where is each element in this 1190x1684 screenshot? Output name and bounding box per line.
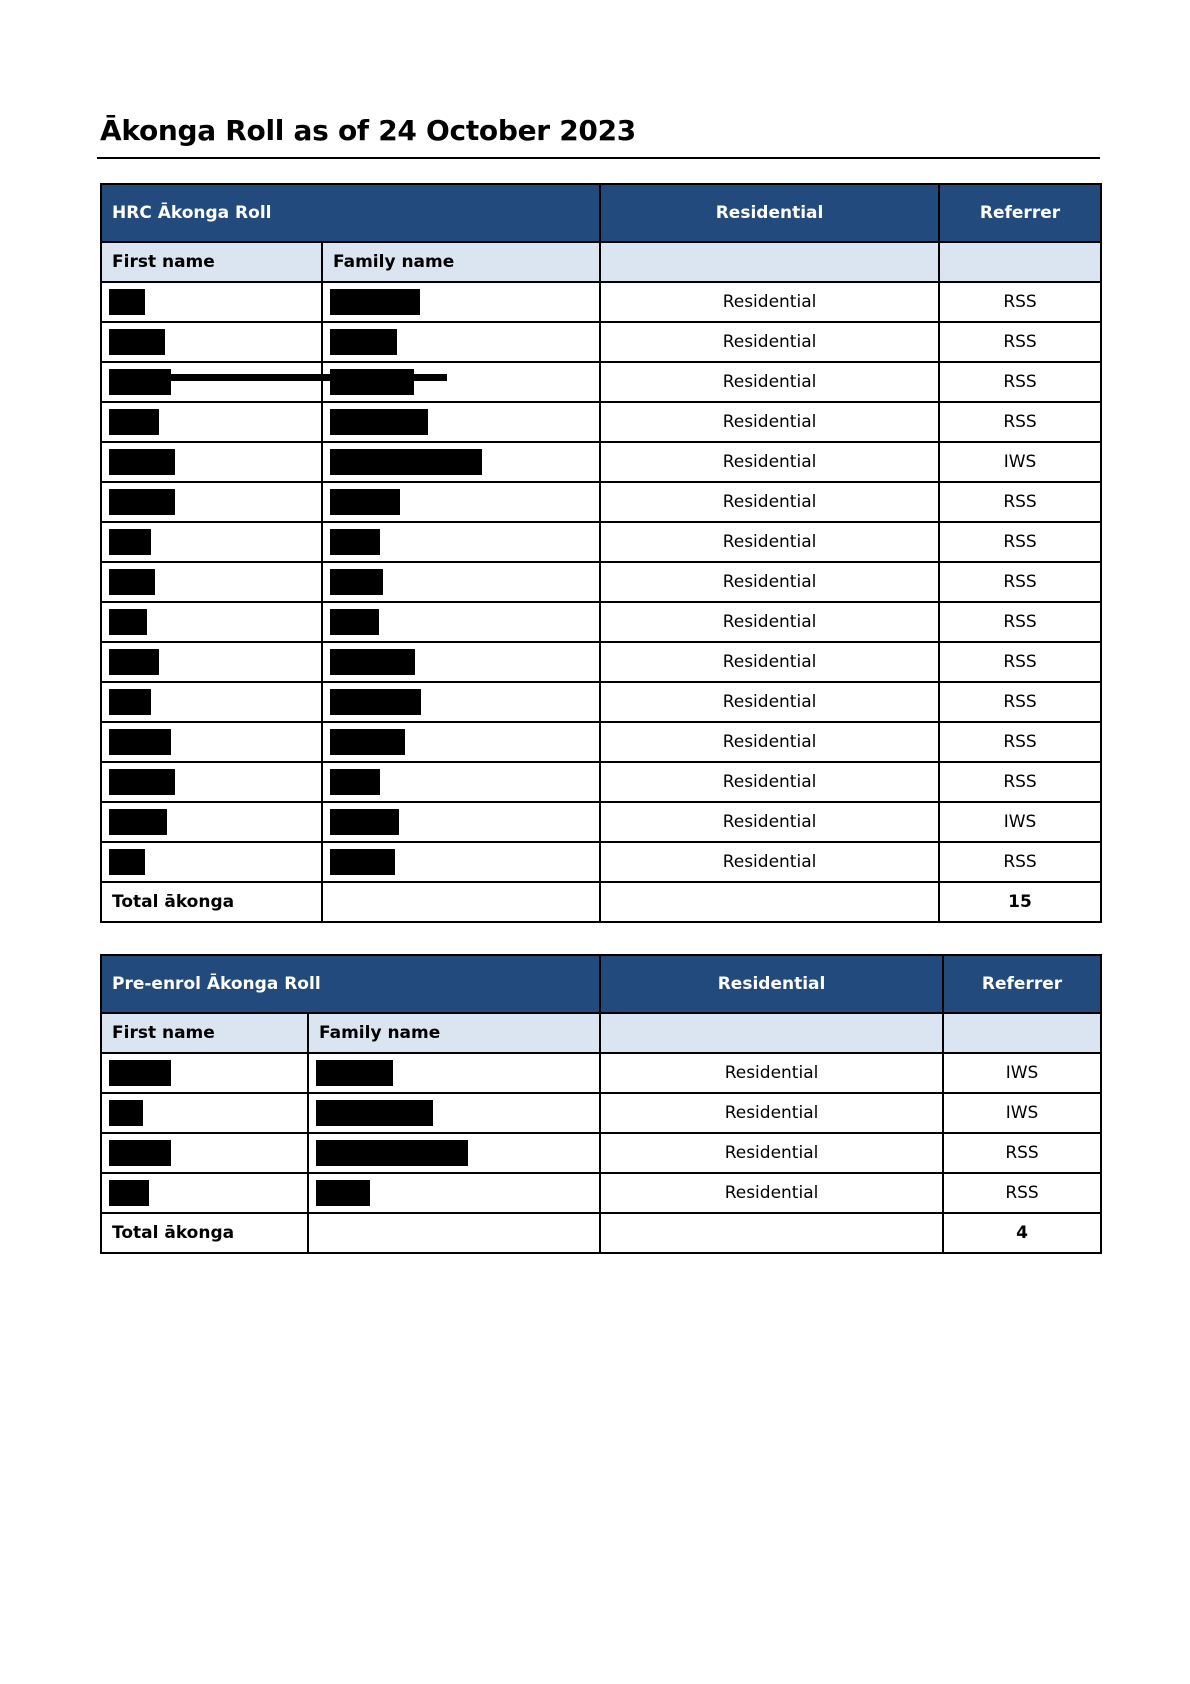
redaction-block (330, 329, 397, 355)
preenrol-total-value: 4 (943, 1213, 1101, 1253)
redaction-block (109, 489, 175, 515)
redaction-block (330, 769, 380, 795)
hrc-family-name-header: Family name (322, 242, 600, 282)
family-name-cell (308, 1173, 600, 1213)
family-name-cell (322, 282, 600, 322)
residential-cell: Residential (600, 722, 939, 762)
redaction-block (109, 369, 171, 395)
first-name-cell (101, 362, 322, 402)
family-name-cell (322, 602, 600, 642)
first-name-cell (101, 722, 322, 762)
family-name-cell (308, 1093, 600, 1133)
page-title: Ākonga Roll as of 24 October 2023 (100, 114, 636, 147)
hrc-total-value: 15 (939, 882, 1101, 922)
preenrol-table-row (101, 1173, 1101, 1213)
referrer-cell: RSS (939, 602, 1101, 642)
residential-cell: Residential (600, 482, 939, 522)
redaction-block (109, 449, 175, 475)
redaction-block (109, 569, 155, 595)
first-name-cell (101, 842, 322, 882)
residential-cell: Residential (600, 402, 939, 442)
hrc-table-row (101, 802, 1101, 842)
hrc-table-row (101, 722, 1101, 762)
first-name-cell (101, 562, 322, 602)
hrc-table-row (101, 442, 1101, 482)
hrc-referrer-header: Referrer (939, 184, 1101, 242)
hrc-total-blank (322, 882, 600, 922)
referrer-cell: IWS (943, 1093, 1101, 1133)
residential-cell: Residential (600, 842, 939, 882)
first-name-cell (101, 522, 322, 562)
residential-cell: Residential (600, 442, 939, 482)
family-name-cell (322, 802, 600, 842)
referrer-cell: RSS (939, 642, 1101, 682)
preenrol-first-name-header: First name (101, 1013, 308, 1053)
redaction-block (109, 409, 159, 435)
preenrol-subheader-blank (943, 1013, 1101, 1053)
referrer-cell: RSS (939, 722, 1101, 762)
hrc-table-row (101, 682, 1101, 722)
redaction-block (330, 809, 399, 835)
redaction-block (316, 1140, 468, 1166)
first-name-cell (101, 1053, 308, 1093)
family-name-cell (322, 722, 600, 762)
redaction-block (109, 729, 171, 755)
residential-cell: Residential (600, 762, 939, 802)
redaction-block (330, 729, 405, 755)
hrc-table-row (101, 282, 1101, 322)
hrc-table-row (101, 362, 1101, 402)
first-name-cell (101, 762, 322, 802)
preenrol-table-row (101, 1133, 1101, 1173)
redaction-block (109, 289, 145, 315)
referrer-cell: RSS (939, 482, 1101, 522)
redaction-block (330, 289, 420, 315)
hrc-subheader-blank (939, 242, 1101, 282)
preenrol-rows (101, 1053, 1101, 1213)
preenrol-total-blank (308, 1213, 600, 1253)
referrer-cell: RSS (943, 1133, 1101, 1173)
family-name-cell (322, 402, 600, 442)
preenrol-total-blank (600, 1213, 943, 1253)
preenrol-roll-table (100, 954, 1102, 1254)
family-name-cell (322, 762, 600, 802)
family-name-cell (322, 322, 600, 362)
residential-cell: Residential (600, 362, 939, 402)
family-name-cell (322, 522, 600, 562)
redaction-block (330, 529, 380, 555)
hrc-table-row (101, 482, 1101, 522)
hrc-total-blank (600, 882, 939, 922)
first-name-cell (101, 1133, 308, 1173)
residential-cell: Residential (600, 562, 939, 602)
referrer-cell: RSS (939, 842, 1101, 882)
residential-cell: Residential (600, 1173, 943, 1213)
family-name-cell (322, 442, 600, 482)
family-name-cell (322, 642, 600, 682)
referrer-cell: RSS (939, 562, 1101, 602)
redaction-block (330, 849, 395, 875)
family-name-cell (308, 1053, 600, 1093)
preenrol-referrer-header: Referrer (943, 955, 1101, 1013)
hrc-table-title: HRC Ākonga Roll (101, 184, 600, 242)
hrc-table-row (101, 522, 1101, 562)
redaction-block (316, 1100, 433, 1126)
redaction-block (109, 1140, 171, 1166)
residential-cell: Residential (600, 802, 939, 842)
redaction-block (109, 689, 151, 715)
redaction-block (330, 609, 379, 635)
first-name-cell (101, 442, 322, 482)
redaction-block (109, 329, 165, 355)
redaction-block (109, 1060, 171, 1086)
title-divider (97, 157, 1100, 159)
redaction-block (330, 689, 421, 715)
preenrol-subheader-blank (600, 1013, 943, 1053)
first-name-cell (101, 402, 322, 442)
family-name-cell (322, 562, 600, 602)
first-name-cell (101, 642, 322, 682)
residential-cell: Residential (600, 1053, 943, 1093)
family-name-cell (322, 842, 600, 882)
redaction-block (316, 1060, 393, 1086)
preenrol-total-label: Total ākonga (101, 1213, 308, 1253)
hrc-table-row (101, 642, 1101, 682)
residential-cell: Residential (600, 1133, 943, 1173)
referrer-cell: RSS (939, 762, 1101, 802)
first-name-cell (101, 282, 322, 322)
redaction-block (330, 449, 482, 475)
hrc-table-row (101, 602, 1101, 642)
first-name-cell (101, 322, 322, 362)
first-name-cell (101, 802, 322, 842)
family-name-cell (322, 362, 600, 402)
residential-cell: Residential (600, 1093, 943, 1133)
redaction-block (109, 1100, 143, 1126)
hrc-table-row (101, 762, 1101, 802)
preenrol-table-title: Pre-enrol Ākonga Roll (101, 955, 600, 1013)
preenrol-family-name-header: Family name (308, 1013, 600, 1053)
hrc-table-row (101, 402, 1101, 442)
first-name-cell (101, 1093, 308, 1133)
residential-cell: Residential (600, 682, 939, 722)
residential-cell: Residential (600, 522, 939, 562)
preenrol-table-row (101, 1093, 1101, 1133)
referrer-cell: RSS (939, 362, 1101, 402)
hrc-residential-header: Residential (600, 184, 939, 242)
hrc-roll-table (100, 183, 1102, 923)
first-name-cell (101, 682, 322, 722)
residential-cell: Residential (600, 282, 939, 322)
redaction-block (109, 649, 159, 675)
family-name-cell (322, 482, 600, 522)
referrer-cell: IWS (943, 1053, 1101, 1093)
first-name-cell (101, 482, 322, 522)
referrer-cell: RSS (939, 522, 1101, 562)
residential-cell: Residential (600, 602, 939, 642)
hrc-table-row (101, 842, 1101, 882)
hrc-total-label: Total ākonga (101, 882, 322, 922)
residential-cell: Residential (600, 642, 939, 682)
preenrol-residential-header: Residential (600, 955, 943, 1013)
family-name-cell (322, 682, 600, 722)
referrer-cell: RSS (939, 402, 1101, 442)
redaction-block (109, 849, 145, 875)
first-name-cell (101, 1173, 308, 1213)
referrer-cell: IWS (939, 802, 1101, 842)
redaction-block (316, 1180, 370, 1206)
redaction-block (109, 609, 147, 635)
redaction-block (330, 409, 428, 435)
redaction-block (330, 369, 414, 395)
residential-cell: Residential (600, 322, 939, 362)
referrer-cell: IWS (939, 442, 1101, 482)
first-name-cell (101, 602, 322, 642)
redaction-block (330, 489, 400, 515)
hrc-subheader-blank (600, 242, 939, 282)
hrc-table-row (101, 562, 1101, 602)
redaction-block (109, 809, 167, 835)
referrer-cell: RSS (939, 322, 1101, 362)
redaction-stroke (170, 374, 447, 381)
redaction-block (109, 529, 151, 555)
referrer-cell: RSS (939, 282, 1101, 322)
hrc-rows (101, 282, 1101, 882)
family-name-cell (308, 1133, 600, 1173)
redaction-block (109, 1180, 149, 1206)
referrer-cell: RSS (943, 1173, 1101, 1213)
redaction-block (109, 769, 175, 795)
hrc-table-row (101, 322, 1101, 362)
redaction-block (330, 649, 415, 675)
redaction-block (330, 569, 383, 595)
preenrol-table-row (101, 1053, 1101, 1093)
hrc-first-name-header: First name (101, 242, 322, 282)
referrer-cell: RSS (939, 682, 1101, 722)
